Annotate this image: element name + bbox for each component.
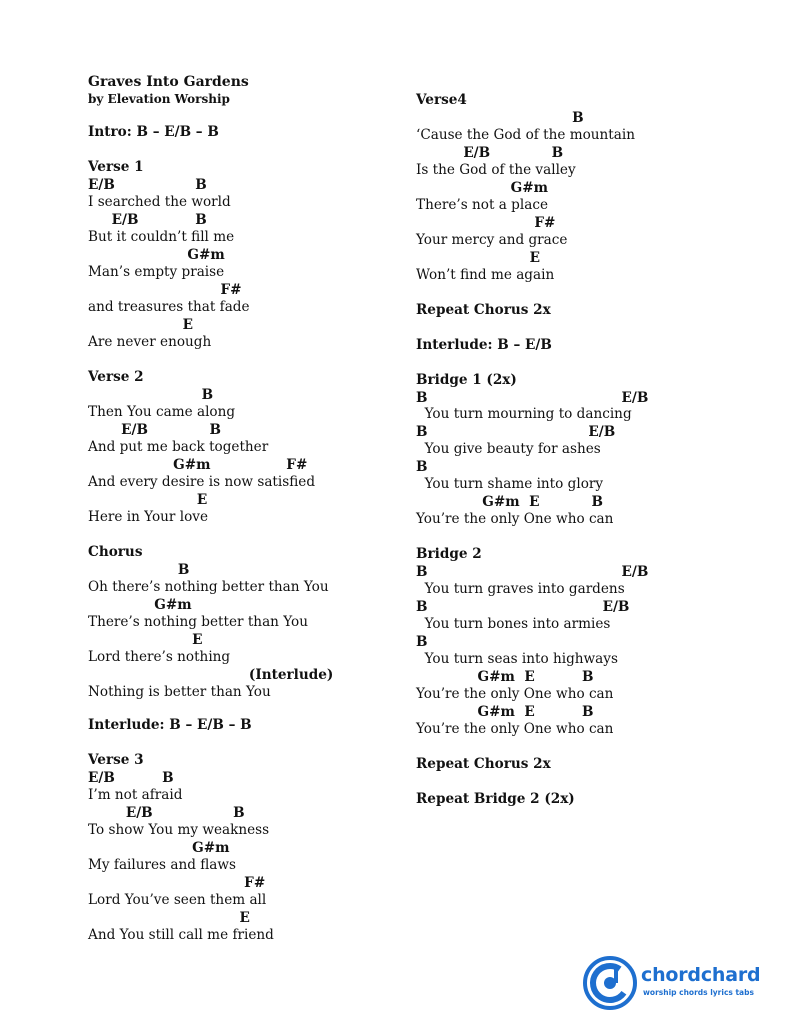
right-chord-or-heading-line: B E/B <box>416 424 616 440</box>
left-lyric-line: I’m not afraid <box>88 787 183 803</box>
left-lyric-line: Here in Your love <box>88 509 208 525</box>
right-lyric-line: You’re the only One who can <box>416 721 614 737</box>
right-chord-or-heading-line: F# <box>416 215 556 231</box>
left-lyric-line: And put me back together <box>88 439 269 455</box>
left-lyric-line: Then You came along <box>88 404 236 420</box>
left-lyric-line: Lord there’s nothing <box>88 649 231 665</box>
song-artist: by Elevation Worship <box>88 92 230 106</box>
left-chord-or-heading-line: E <box>88 492 208 508</box>
left-chord-or-heading-line: B <box>88 387 214 403</box>
right-chord-or-heading-line: B <box>416 634 428 650</box>
left-lyric-line: And You still call me friend <box>88 927 274 943</box>
right-lyric-line: You’re the only One who can <box>416 511 614 527</box>
right-chord-or-heading-line: Repeat Chorus 2x <box>416 302 551 318</box>
left-chord-or-heading-line: Chorus <box>88 544 143 560</box>
left-chord-or-heading-line: G#m <box>88 840 230 856</box>
right-lyric-line: You turn seas into highways <box>416 651 618 667</box>
left-chord-or-heading-line: E/B B <box>88 212 207 228</box>
logo-brand: chordchard <box>641 964 761 986</box>
right-lyric-line: Won’t find me again <box>416 267 555 283</box>
right-lyric-line: There’s not a place <box>416 197 548 213</box>
left-chord-or-heading-line: G#m <box>88 597 192 613</box>
left-chord-or-heading-line: F# <box>88 875 266 891</box>
right-lyric-line: ‘Cause the God of the mountain <box>416 127 635 143</box>
right-lyric-line: You’re the only One who can <box>416 686 614 702</box>
right-chord-or-heading-line: Verse4 <box>416 92 467 108</box>
left-chord-or-heading-line: E/B B <box>88 770 174 786</box>
left-chord-or-heading-line: E/B B <box>88 177 207 193</box>
left-lyric-line: Man’s empty praise <box>88 264 225 280</box>
left-lyric-line: Nothing is better than You <box>88 684 271 700</box>
left-lyric-line: Are never enough <box>88 334 212 350</box>
right-chord-or-heading-line: Interlude: B – E/B <box>416 337 552 353</box>
right-chord-or-heading-line: G#m E B <box>416 669 594 685</box>
right-lyric-line: Is the God of the valley <box>416 162 576 178</box>
left-chord-or-heading-line: Interlude: B – E/B – B <box>88 717 252 733</box>
left-chord-or-heading-line: G#m <box>88 247 225 263</box>
left-chord-or-heading-line: E <box>88 910 250 926</box>
left-lyric-line: But it couldn’t fill me <box>88 229 235 245</box>
right-chord-or-heading-line: Bridge 1 (2x) <box>416 372 517 388</box>
right-chord-or-heading-line: B <box>416 459 428 475</box>
right-chord-or-heading-line: B E/B <box>416 390 649 406</box>
right-chord-or-heading-line: Bridge 2 <box>416 546 482 562</box>
left-lyric-line: And every desire is now satisfied <box>88 474 316 490</box>
right-chord-or-heading-line: B <box>416 110 584 126</box>
right-lyric-line: Your mercy and grace <box>416 232 568 248</box>
left-chord-or-heading-line: G#m F# <box>88 457 308 473</box>
left-lyric-line: To show You my weakness <box>88 822 270 838</box>
right-lyric-line: You give beauty for ashes <box>416 441 601 457</box>
right-chord-or-heading-line: Repeat Chorus 2x <box>416 756 551 772</box>
right-lyric-line: You turn mourning to dancing <box>416 406 632 422</box>
left-chord-or-heading-line: F# <box>88 282 242 298</box>
left-lyric-line: Oh there’s nothing better than You <box>88 579 329 595</box>
left-chord-or-heading-line: Intro: B – E/B – B <box>88 124 219 140</box>
left-lyric-line: My failures and flaws <box>88 857 237 873</box>
song-title: Graves Into Gardens <box>88 74 249 90</box>
right-lyric-line: You turn shame into glory <box>416 476 604 492</box>
right-chord-or-heading-line: G#m E B <box>416 704 594 720</box>
left-chord-or-heading-line: B <box>88 562 190 578</box>
left-lyric-line: and treasures that fade <box>88 299 250 315</box>
left-chord-or-heading-line: E <box>88 317 194 333</box>
right-chord-or-heading-line: Repeat Bridge 2 (2x) <box>416 791 575 807</box>
left-lyric-line: There’s nothing better than You <box>88 614 308 630</box>
right-chord-or-heading-line: B E/B <box>416 564 649 580</box>
left-chord-or-heading-line: (Interlude) <box>88 667 334 683</box>
left-chord-or-heading-line: Verse 3 <box>88 752 144 768</box>
right-lyric-line: You turn bones into armies <box>416 616 611 632</box>
right-chord-or-heading-line: B E/B <box>416 599 630 615</box>
left-chord-or-heading-line: E/B B <box>88 422 221 438</box>
chordchard-logo-icon <box>583 955 639 1011</box>
right-lyric-line: You turn graves into gardens <box>416 581 625 597</box>
left-chord-or-heading-line: Verse 2 <box>88 369 144 385</box>
right-chord-or-heading-line: E/B B <box>416 145 564 161</box>
left-lyric-line: Lord You’ve seen them all <box>88 892 267 908</box>
left-lyric-line: I searched the world <box>88 194 231 210</box>
left-chord-or-heading-line: E <box>88 632 203 648</box>
left-chord-or-heading-line: E/B B <box>88 805 245 821</box>
right-chord-or-heading-line: E <box>416 250 540 266</box>
chordchard-logo <box>583 955 773 1011</box>
right-chord-or-heading-line: G#m <box>416 180 549 196</box>
right-chord-or-heading-line: G#m E B <box>416 494 604 510</box>
logo-tagline: worship chords lyrics tabs <box>643 988 754 997</box>
left-chord-or-heading-line: Verse 1 <box>88 159 144 175</box>
